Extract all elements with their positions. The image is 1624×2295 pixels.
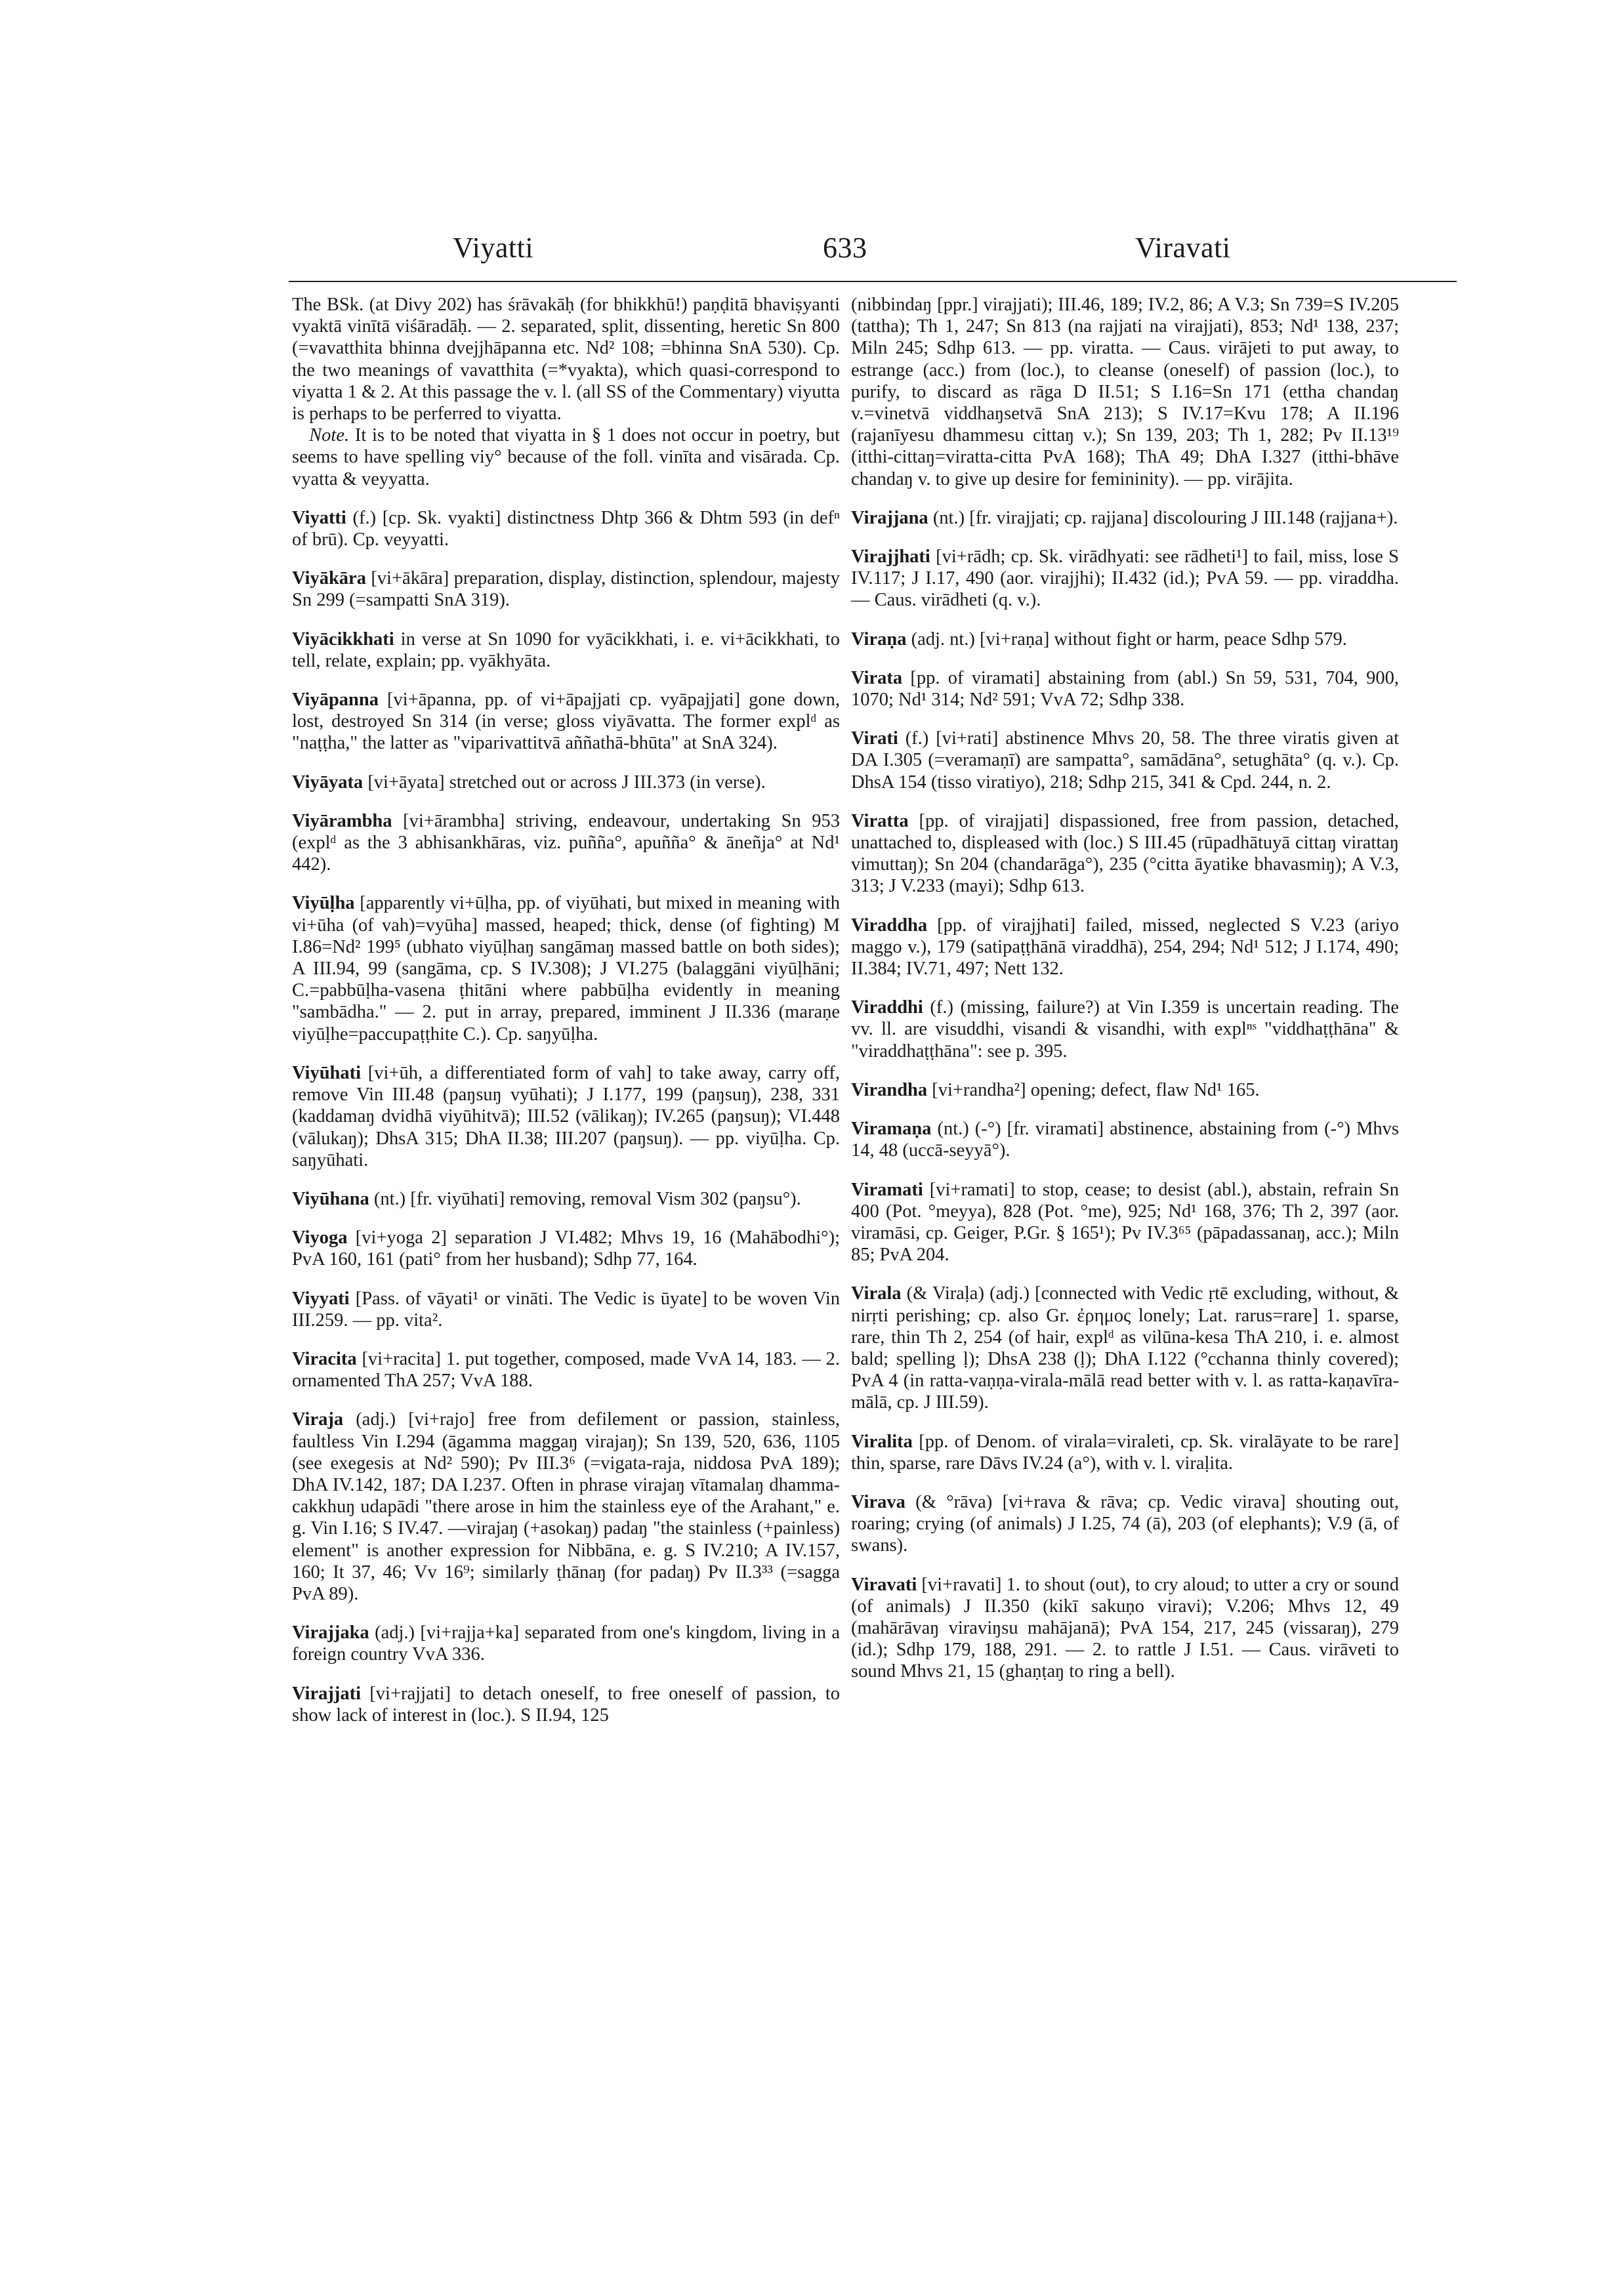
entry-headword: Virajjhati	[851, 547, 930, 568]
header-left-guideword: Viyatti	[453, 232, 534, 264]
entry-headword: Virajjana	[851, 507, 928, 528]
entry-headword: Viraddha	[851, 915, 928, 936]
dictionary-entry	[292, 1683, 840, 1726]
dictionary-entry	[292, 689, 840, 755]
entry-definition: (& Viraḷa) (adj.) [connected with Vedic ṛtē excluding, without, & nirṛti perishing; cp. also Gr. ἐρημος lonely; Lat. rarus=rare] 1. sparse, rare, thin Th 2, 254 (of hair, explᵈ as vilūna-kesa ThA 210, i. e. almost bald; spelling ḷ); DhsA 238 (ḷ); DhA I.122 (°cchanna thinly covered); PvA 4 (in ratta-vaṇṇa-virala-mālā read better with v. l. as ratta-kaṇavīra-mālā, cp. J III.59).	[851, 1283, 1400, 1413]
entry-headword: Viyārambha	[292, 810, 392, 831]
left-column	[292, 294, 840, 1743]
entry-definition: [vi+rādh; cp. Sk. virādhyati: see rādheti¹] to fail, miss, lose S IV.117; J I.17, 490 (aor. virajjhi); II.432 (id.); PvA 59. — pp. viraddha. — Caus. virādheti (q. v.).	[851, 547, 1400, 611]
dictionary-entry	[851, 629, 1399, 650]
entry-headword: Virava	[851, 1491, 906, 1512]
entry-definition: [Pass. of vāyati¹ or vināti. The Vedic is ūyate] to be woven Vin III.259. — pp. vita².	[292, 1288, 841, 1331]
dictionary-entry	[851, 1491, 1399, 1557]
entry-definition: [vi+ākāra] preparation, display, distinction, splendour, majesty Sn 299 (=sampatti SnA 319).	[292, 568, 840, 611]
entry-headword: Viyāyata	[292, 772, 364, 793]
entry-definition: [pp. of viramati] abstaining from (abl.) Sn 59, 531, 704, 900, 1070; Nd¹ 314; Nd² 591; VvA 72; Sdhp 338.	[851, 667, 1400, 711]
header-rule	[289, 281, 1457, 282]
entry-headword: Virata	[851, 667, 903, 688]
dictionary-entry	[292, 568, 840, 611]
entry-definition: [vi+ārambha] striving, endeavour, undertaking Sn 953 (explᵈ as the 3 abhisankhāras, viz. puñña°, apuñña° & āneñja° at Nd¹ 442).	[292, 810, 840, 875]
note-paragraph	[292, 424, 840, 490]
entry-definition: in verse at Sn 1090 for vyācikkhati, i. e. vi+ācikkhati, to tell, relate, explain; pp. vyākhyāta.	[292, 629, 841, 671]
dictionary-entry	[851, 1179, 1399, 1266]
entry-headword: Viralita	[851, 1431, 913, 1452]
entry-headword: Viyākāra	[292, 568, 366, 589]
dictionary-entry	[851, 1574, 1399, 1683]
header-right-guideword: Viravati	[1135, 232, 1231, 264]
dictionary-entry	[292, 1348, 840, 1392]
entry-definition: [pp. of virajjati] dispassioned, free from passion, detached, unattached to, displeased with (loc.) S III.45 (rūpadhātuyā cittaŋ virattaŋ vimuttaŋ); Sn 204 (chandarāga°), 235 (°citta āyatike bhavasmiŋ); A V.3, 313; J V.233 (mayi); Sdhp 613.	[851, 810, 1399, 897]
entry-definition: [apparently vi+ūḷha, pp. of viyūhati, but mixed in meaning with vi+ūha (of vah)=vyūha] massed, heaped; thick, dense (of fighting) M I.86=Nd² 199⁵ (ubhato viyūḷhaŋ sangāmaŋ massed battle on both sides); A III.94, 99 (sangāma, cp. S IV.308); J VI.275 (balaggāni viyūḷhāni; C.=pabbūḷha-vasena ṭhitāni where pabbūḷha evidently in meaning "sambādha." — 2. put in array, prepared, imminent J II.336 (maraṇe viyūḷhe=paccupaṭṭhite C.). Cp. saŋyūḷha.	[292, 893, 840, 1044]
entry-headword: Viyūhati	[292, 1062, 362, 1083]
continuation-text: (nibbindaŋ [ppr.] virajjati); III.46, 189; IV.2, 86; A V.3; Sn 739=S IV.205 (tattha); Th 1, 247; Sn 813 (na rajjati na virajjati), 853; Nd¹ 138, 237; Miln 245; Sdhp 613. — pp. viratta. — Caus. virājeti to put away, to estrange (acc.) from (loc.), to cleanse (oneself) of passion (loc.), to purify, to discard as rāga D II.51; S I.16=Sn 171 (ettha chandaŋ v.=vinetvā viddhaŋsetvā SnA 213); S IV.17=Kvu 178; A II.196 (rajanīyesu dhammesu cittaŋ v.); Sn 139, 203; Th 1, 282; Pv II.13¹⁹ (itthi-cittaŋ=viratta-citta PvA 168); ThA 49; DhA I.327 (itthi-bhāve chandaŋ v. to give up desire for femininity). — pp. virājita.	[851, 295, 1399, 489]
entry-definition: (adj.) [vi+rajo] free from defilement or passion, stainless, faultless Vin I.294 (āgamma maggaŋ virajaŋ); Sn 139, 520, 636, 1105 (see exegesis at Nd² 590); Pv III.3⁶ (=vigata-raja, niddosa PvA 189); DhA IV.142, 187; DA I.237. Often in phrase virajaŋ vītamalaŋ dhamma-cakkhuŋ udapādi "there arose in him the stainless eye of the Arahant," e. g. Vin I.16; S IV.47. —virajaŋ (+asokaŋ) padaŋ "the stainless (+painless) element" is another expression for Nibbāna, e. g. S IV.210; A IV.157, 160; It 37, 46; Vv 16⁹; similarly ṭhānaŋ (for padaŋ) Pv II.3³³ (=sagga PvA 89).	[292, 1409, 840, 1604]
left-entries-list	[292, 507, 840, 1726]
page-number: 633	[823, 232, 867, 264]
entry-headword: Viraṇa	[851, 629, 907, 650]
entry-headword: Virajjati	[292, 1683, 361, 1704]
entry-headword: Viraja	[292, 1409, 344, 1430]
dictionary-entry	[851, 810, 1399, 898]
continuation-paragraph	[292, 294, 840, 490]
entry-headword: Viratta	[851, 810, 909, 831]
entry-definition: (nt.) (-°) [fr. viramati] abstinence, abstaining from (-°) Mhvs 14, 48 (uccā-seyyā°).	[851, 1119, 1400, 1161]
dictionary-entry	[851, 1283, 1399, 1413]
dictionary-entry	[292, 629, 840, 672]
entry-definition: (& °rāva) [vi+rava & rāva; cp. Vedic virava] shouting out, roaring; crying (of animals) J I.25, 74 (ā), 203 (of elephants); V.9 (ā, of swans).	[851, 1491, 1399, 1556]
dictionary-entry	[851, 546, 1399, 611]
dictionary-entry	[292, 1288, 840, 1331]
entry-definition: (adj.) [vi+rajja+ka] separated from one's kingdom, living in a foreign country VvA 336.	[292, 1623, 841, 1665]
entry-headword: Viyūḷha	[292, 893, 355, 914]
entry-headword: Virandha	[851, 1079, 928, 1100]
dictionary-entry	[292, 810, 840, 876]
dictionary-entry	[851, 1079, 1399, 1101]
entry-definition: [vi+randha²] opening; defect, flaw Nd¹ 165.	[932, 1079, 1260, 1100]
entry-definition: [vi+ūh, a differentiated form of vah] to take away, carry off, remove Vin III.48 (paŋsuŋ vyūhati); J I.177, 199 (paŋsuŋ), 238, 331 (kaddamaŋ dvidhā viyūhitvā); III.52 (vālikaŋ); IV.265 (paŋsuŋ); VI.448 (vālukaŋ); DhsA 315; DhA II.38; III.207 (paŋsuŋ). — pp. viyūḷha. Cp. saŋyūhati.	[292, 1062, 841, 1170]
entry-definition: [pp. of virajjhati] failed, missed, neglected S V.23 (ariyo maggo v.), 179 (satipaṭṭhānā viraddhā), 254, 294; Nd¹ 512; J I.174, 490; II.384; IV.71, 497; Nett 132.	[851, 915, 1399, 980]
page-header	[453, 231, 1260, 277]
entry-headword: Viyāpanna	[292, 690, 379, 711]
entry-definition: (nt.) [fr. viyūhati] removing, removal Vism 302 (paŋsu°).	[373, 1188, 801, 1209]
entry-definition: (f.) [vi+rati] abstinence Mhvs 20, 58. The three viratis given at DA I.305 (=veramaṇī) are sampatta°, samādāna°, setughāta° (q. v.). Cp. DhsA 154 (tisso viratiyo), 218; Sdhp 215, 341 & Cpd. 244, n. 2.	[851, 728, 1399, 793]
entry-headword: Virala	[851, 1283, 902, 1304]
entry-headword: Viyācikkhati	[292, 629, 394, 650]
dictionary-entry	[292, 1409, 840, 1605]
dictionary-entry	[292, 507, 840, 550]
right-column	[851, 294, 1399, 1700]
dictionary-entry	[292, 1188, 840, 1210]
entry-definition: (f.) [cp. Sk. vyakti] distinctness Dhtp 366 & Dhtm 593 (in defⁿ of brū). Cp. veyyatti.	[292, 507, 841, 550]
entry-headword: Viyyati	[292, 1288, 350, 1309]
entry-headword: Viyoga	[292, 1228, 348, 1249]
entry-definition: [vi+rajjati] to detach oneself, to free oneself of passion, to show lack of interest in (loc.). S II.94, 125	[292, 1683, 840, 1726]
entry-definition: [vi+ramati] to stop, cease; to desist (abl.), abstain, refrain Sn 400 (Pot. °meyya), 828 (Pot. °me), 925; Nd¹ 168, 376; Th 2, 397 (aor. viramāsi, cp. Geiger, P.Gr. § 165¹); Pv IV.3⁶⁵ (pāpadassanaŋ, acc.); Miln 85; PvA 204.	[851, 1179, 1399, 1266]
dictionary-entry	[292, 1227, 840, 1270]
continuation-paragraph	[851, 294, 1399, 490]
right-entries-list	[851, 507, 1399, 1683]
entry-headword: Viyūhana	[292, 1188, 369, 1209]
entry-definition: (f.) (missing, failure?) at Vin I.359 is uncertain reading. The vv. ll. are visuddhi, visandi & visandhi, with explⁿˢ "viddhaṭṭhāna" & "viraddhaṭṭhāna": see p. 395.	[851, 997, 1399, 1062]
entry-definition: [vi+āpanna, pp. of vi+āpajjati cp. vyāpajjati] gone down, lost, destroyed Sn 314 (in verse; gloss viyāvatta. The former explᵈ as "naṭṭha," the latter as "viparivattitvā aññathā-bhūta" at SnA 324).	[292, 690, 841, 754]
entry-headword: Virajjaka	[292, 1623, 369, 1644]
entry-definition: [pp. of Denom. of virala=viraleti, cp. Sk. viralāyate to be rare] thin, sparse, rare Dāvs IV.24 (a°), with v. l. viraḷita.	[851, 1431, 1400, 1474]
dictionary-entry	[851, 728, 1399, 793]
entry-definition: [vi+āyata] stretched out or across J III.373 (in verse).	[367, 772, 766, 793]
entry-headword: Viramaṇa	[851, 1119, 932, 1140]
entry-headword: Viyatti	[292, 507, 346, 528]
dictionary-entry	[292, 772, 840, 793]
dictionary-entry	[851, 1431, 1399, 1474]
entry-definition: (adj. nt.) [vi+raṇa] without fight or harm, peace Sdhp 579.	[911, 629, 1347, 650]
entry-headword: Virati	[851, 728, 898, 749]
dictionary-entry	[292, 892, 840, 1044]
dictionary-entry	[851, 1118, 1399, 1161]
entry-headword: Viravati	[851, 1574, 917, 1595]
continuation-text: The BSk. (at Divy 202) has śrāvakāḥ (for bhikkhū!) paṇḍitā bhaviṣyanti vyaktā vinītā viśāradāḥ. — 2. separated, split, dissenting, heretic Sn 800 (=vavatthita bhinna dvejjhāpanna etc. Nd² 108; =bhinna SnA 530). Cp. the two meanings of vavatthita (=*vyakta), which quasi-correspond to viyatta 1 & 2. At this passage the v. l. (all SS of the Commentary) viyutta is perhaps to be perferred to viyatta.	[292, 295, 840, 424]
entry-headword: Viracita	[292, 1348, 357, 1369]
entry-definition: [vi+ravati] 1. to shout (out), to cry aloud; to utter a cry or sound (of animals) J II.350 (kikī sakuṇo viravi); V.206; Mhvs 12, 49 (mahārāvaŋ viraviŋsu mahājanā); PvA 154, 217, 245 (vissaraŋ), 279 (id.); Sdhp 179, 188, 291. — 2. to rattle J I.51. — Caus. virāveti to sound Mhvs 21, 15 (ghaṇṭaŋ to ring a bell).	[851, 1574, 1400, 1682]
dictionary-entry	[292, 1622, 840, 1665]
entry-headword: Viramati	[851, 1179, 923, 1200]
note-label: Note.	[309, 425, 350, 446]
entry-headword: Viraddhi	[851, 997, 923, 1018]
entry-definition: [vi+racita] 1. put together, composed, made VvA 14, 183. — 2. ornamented ThA 257; VvA 188.	[292, 1348, 840, 1392]
dictionary-entry	[851, 667, 1399, 711]
note-text: It is to be noted that viyatta in § 1 does not occur in poetry, but seems to have spelling viy° because of the foll. vinīta and visārada. Cp. vyatta & veyyatta.	[292, 425, 840, 489]
dictionary-entry	[292, 1062, 840, 1171]
entry-definition: (nt.) [fr. virajjati; cp. rajjana] discolouring J III.148 (rajjana+).	[932, 507, 1398, 528]
dictionary-entry	[851, 507, 1399, 529]
dictionary-entry	[851, 997, 1399, 1062]
entry-definition: [vi+yoga 2] separation J VI.482; Mhvs 19, 16 (Mahābodhi°); PvA 160, 161 (pati° from her husband); Sdhp 77, 164.	[292, 1228, 840, 1270]
dictionary-entry	[851, 915, 1399, 980]
